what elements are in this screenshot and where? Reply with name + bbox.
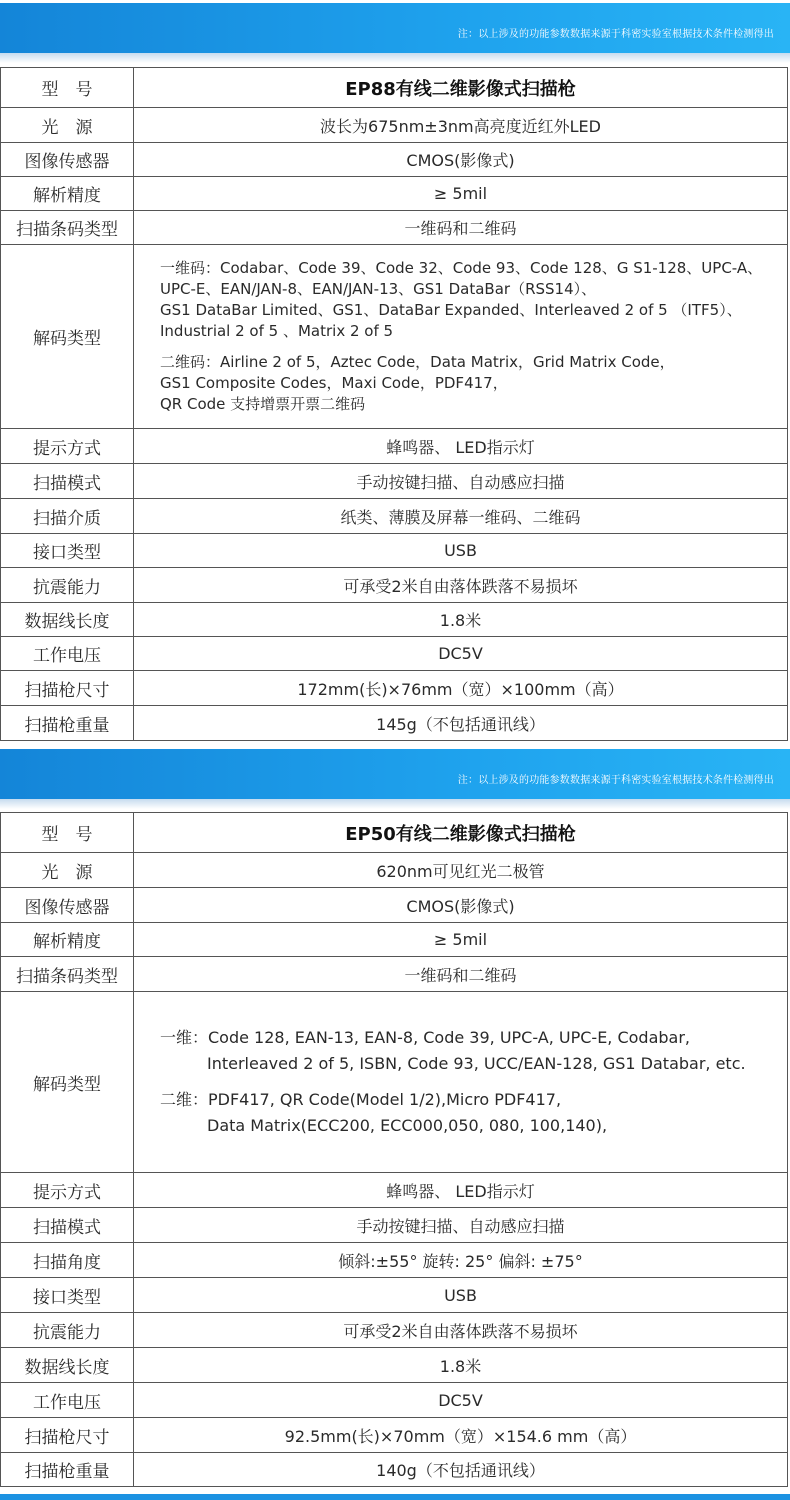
row-label: 提示方式: [1, 1173, 134, 1208]
spec-table-ep50: [0, 812, 788, 1487]
row-value: 1.8米: [134, 603, 788, 637]
model-title: EP88有线二维影像式扫描枪: [134, 68, 788, 108]
table-row: [1, 603, 788, 637]
row-value: USB: [134, 534, 788, 568]
row-label: 图像传感器: [1, 888, 134, 923]
table-row: [1, 568, 788, 603]
table-row: [1, 464, 788, 499]
row-label: 扫描枪尺寸: [1, 671, 134, 706]
row-value: 620nm可见红光二极管: [134, 853, 788, 888]
table-row: [1, 1173, 788, 1208]
bottom-bar: [0, 1494, 790, 1500]
decode-types: [134, 245, 788, 429]
row-label: 接口类型: [1, 1278, 134, 1313]
table-row: [1, 706, 788, 741]
table-row: [1, 923, 788, 957]
row-label: 扫描条码类型: [1, 957, 134, 992]
row-value: 一维码和二维码: [134, 957, 788, 992]
table-row: [1, 853, 788, 888]
decode-line: UPC-E、EAN/JAN-8、EAN/JAN-13、GS1 DataBar（RSS14）、: [160, 280, 597, 298]
decode-1d-block: [160, 258, 787, 342]
table-row: [1, 68, 788, 108]
row-value: CMOS(影像式): [134, 143, 788, 177]
row-value: 可承受2米自由落体跌落不易损坏: [134, 568, 788, 603]
row-value: 可承受2米自由落体跌落不易损坏: [134, 1313, 788, 1348]
row-label: 扫描介质: [1, 499, 134, 534]
table-row: [1, 1383, 788, 1418]
table-row: [1, 992, 788, 1173]
decode-1d-block: [160, 1025, 787, 1077]
table-row: [1, 1243, 788, 1278]
row-label: 光 源: [1, 108, 134, 143]
decode-line: 二维：PDF417, QR Code(Model 1/2),Micro PDF417,: [160, 1090, 562, 1109]
row-label: 工作电压: [1, 1383, 134, 1418]
table-row: [1, 1208, 788, 1243]
spec-table-ep88: [0, 67, 788, 741]
table-row: [1, 245, 788, 429]
table-row: [1, 1348, 788, 1383]
decode-line: Industrial 2 of 5 、Matrix 2 of 5: [160, 322, 394, 340]
row-label: 解码类型: [1, 992, 134, 1173]
row-value: 1.8米: [134, 1348, 788, 1383]
row-value: 蜂鸣器、 LED指示灯: [134, 429, 788, 464]
row-value: 92.5mm(长)×70mm（宽）×154.6 mm（高）: [134, 1418, 788, 1453]
row-label: 扫描枪尺寸: [1, 1418, 134, 1453]
table-row: [1, 143, 788, 177]
decode-line: 二维码：Airline 2 of 5，Aztec Code，Data Matrix，Grid Matrix Code，: [160, 353, 675, 371]
decode-line: QR Code 支持增票开票二维码: [160, 395, 366, 413]
row-value: 145g（不包括通讯线）: [134, 706, 788, 741]
decode-line: GS1 DataBar Limited、GS1、DataBar Expanded、Interleaved 2 of 5 （ITF5）、: [160, 301, 742, 319]
row-label: 扫描模式: [1, 464, 134, 499]
table-row: [1, 177, 788, 211]
table-row: [1, 429, 788, 464]
row-label: 数据线长度: [1, 603, 134, 637]
decode-line: 一维：Code 128, EAN-13, EAN-8, Code 39, UPC-A, UPC-E, Codabar,: [160, 1028, 691, 1047]
row-value: 倾斜:±55° 旋转: 25° 偏斜: ±75°: [134, 1243, 788, 1278]
model-title: EP50有线二维影像式扫描枪: [134, 813, 788, 853]
row-label: 扫描模式: [1, 1208, 134, 1243]
decode-types: [134, 992, 788, 1173]
row-label: 抗震能力: [1, 568, 134, 603]
decode-2d-block: [160, 352, 787, 415]
row-value: 纸类、薄膜及屏幕一维码、二维码: [134, 499, 788, 534]
row-label: 接口类型: [1, 534, 134, 568]
banner-note: 注：以上涉及的功能参数数据来源于科密实验室根据技术条件检测得出: [457, 775, 774, 786]
row-value: 一维码和二维码: [134, 211, 788, 245]
table-row: [1, 957, 788, 992]
row-label: 解析精度: [1, 923, 134, 957]
row-label: 扫描枪重量: [1, 1453, 134, 1487]
table-row: [1, 534, 788, 568]
row-label: 光 源: [1, 853, 134, 888]
banner-shadow: [0, 53, 790, 63]
row-label: 扫描枪重量: [1, 706, 134, 741]
table-row: [1, 813, 788, 853]
table-row: [1, 108, 788, 143]
decode-2d-block: [160, 1087, 787, 1139]
row-label: 工作电压: [1, 637, 134, 671]
table-row: [1, 637, 788, 671]
banner-shadow: [0, 799, 790, 809]
row-label: 型 号: [1, 68, 134, 108]
row-value: 手动按键扫描、自动感应扫描: [134, 1208, 788, 1243]
table-row: [1, 671, 788, 706]
banner-note: 注：以上涉及的功能参数数据来源于科密实验室根据技术条件检测得出: [457, 29, 774, 40]
table-row: [1, 888, 788, 923]
row-label: 图像传感器: [1, 143, 134, 177]
notice-banner: [0, 749, 790, 799]
row-value: 172mm(长)×76mm（宽）×100mm（高）: [134, 671, 788, 706]
table-row: [1, 211, 788, 245]
row-label: 解码类型: [1, 245, 134, 429]
row-value: ≥ 5mil: [134, 923, 788, 957]
table-row: [1, 1313, 788, 1348]
row-value: USB: [134, 1278, 788, 1313]
row-value: DC5V: [134, 1383, 788, 1418]
decode-line: GS1 Composite Codes，Maxi Code，PDF417，: [160, 374, 508, 392]
row-value: 波长为675nm±3nm高亮度近红外LED: [134, 108, 788, 143]
row-value: DC5V: [134, 637, 788, 671]
row-value: 140g（不包括通讯线）: [134, 1453, 788, 1487]
row-value: CMOS(影像式): [134, 888, 788, 923]
row-label: 型 号: [1, 813, 134, 853]
table-row: [1, 1418, 788, 1453]
decode-line: Interleaved 2 of 5, ISBN, Code 93, UCC/EAN-128, GS1 Databar, etc.: [207, 1054, 746, 1073]
row-label: 扫描角度: [1, 1243, 134, 1278]
notice-banner: [0, 3, 790, 53]
row-label: 提示方式: [1, 429, 134, 464]
row-label: 数据线长度: [1, 1348, 134, 1383]
row-label: 抗震能力: [1, 1313, 134, 1348]
row-label: 解析精度: [1, 177, 134, 211]
row-value: 蜂鸣器、 LED指示灯: [134, 1173, 788, 1208]
row-value: 手动按键扫描、自动感应扫描: [134, 464, 788, 499]
decode-line: Data Matrix(ECC200, ECC000,050, 080, 100,140),: [207, 1116, 608, 1135]
row-label: 扫描条码类型: [1, 211, 134, 245]
table-row: [1, 499, 788, 534]
row-value: ≥ 5mil: [134, 177, 788, 211]
decode-line: 一维码：Codabar、Code 39、Code 32、Code 93、Code 128、G S1-128、UPC-A、: [160, 259, 763, 277]
table-row: [1, 1453, 788, 1487]
table-row: [1, 1278, 788, 1313]
